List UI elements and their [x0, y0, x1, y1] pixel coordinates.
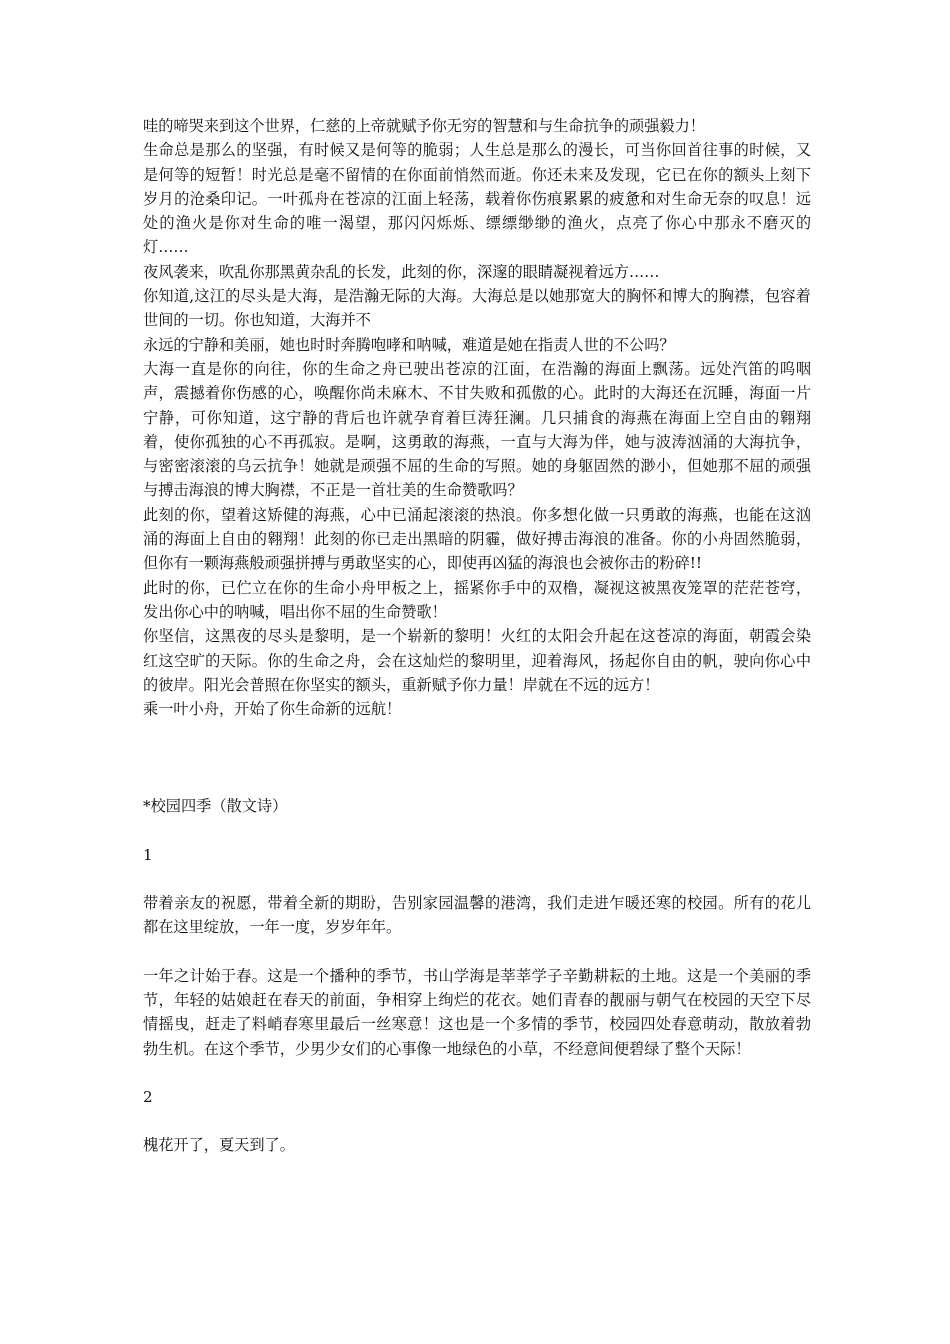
section-number: 1 [143, 845, 153, 864]
section-number: 2 [143, 1087, 153, 1106]
poem-paragraph: 带着亲友的祝愿，带着全新的期盼，告别家园温馨的港湾，我们走进乍暖还寒的校园。所有的花儿都在这里绽放，一年一度，岁岁年年。 [143, 894, 811, 937]
essay-paragraph: 大海一直是你的向往，你的生命之舟已驶出苍凉的江面，在浩瀚的海面上飘荡。远处汽笛的呜咽声，震撼着你伤感的心，唤醒你尚未麻木、不甘失败和孤傲的心。此时的大海还在沉睡，海面一片宁静，可你知道，这宁静的背后也许就孕育着巨涛狂澜。几只捕食的海燕在海面上空自由的翱翔着，使你孤独的心不再孤寂。是啊，这勇敢的海燕，一直与大海为伴，她与波涛汹涌的大海抗争，与密密滚滚的乌云抗争！她就是顽强不屈的生命的写照。她的身躯固然的渺小，但她那不屈的顽强与搏击海浪的博大胸襟，不正是一首壮美的生命赞歌吗？ [143, 359, 811, 500]
spacer [143, 819, 811, 843]
essay-paragraph: 你坚信，这黑夜的尽头是黎明，是一个崭新的黎明！火红的太阳会升起在这苍凉的海面，朝霞会染红这空旷的天际。你的生命之舟，会在这灿烂的黎明里，迎着海风，扬起你自由的帆，驶向你心中的彼岸。阳光会普照在你坚实的额头，重新赋予你力量！岸就在不远的远方！ [143, 627, 811, 694]
poem-paragraph: 槐花开了，夏天到了。 [143, 1136, 295, 1155]
spacer [143, 867, 811, 891]
essay-paragraph: 永远的宁静和美丽，她也时时奔腾咆哮和呐喊，难道是她在指责人世的不公吗？ [143, 335, 675, 354]
essay-paragraph: 此刻的你，望着这矫健的海燕，心中已涌起滚滚的热浪。你多想化做一只勇敢的海燕，也能在这汹涌的海面上自由的翱翔！此刻的你已走出黑暗的阴霾，做好搏击海浪的准备。你的小舟固然脆弱，但你有一颗海燕般顽强拼搏与勇敢坚实的心，即使再凶猛的海浪也会被你击的粉碎!! [143, 505, 811, 573]
essay-paragraph: 此时的你，已伫立在你的生命小舟甲板之上，摇紧你手中的双橹，凝视这被黑夜笼罩的茫茫苍穹，发出你心中的呐喊，唱出你不屈的生命赞歌！ [143, 578, 811, 621]
poem-title: *校园四季（散文诗） [143, 797, 288, 816]
essay-paragraph: 你知道,这江的尽头是大海，是浩瀚无际的大海。大海总是以她那宽大的胸怀和博大的胸襟，包容着世间的一切。你也知道，大海并不 [143, 287, 811, 330]
spacer [143, 940, 811, 964]
spacer [143, 770, 811, 794]
poem-paragraph: 一年之计始于春。这是一个播种的季节，书山学海是莘莘学子辛勤耕耘的土地。这是一个美丽的季节，年轻的姑娘赶在春天的前面，争相穿上绚烂的花衣。她们青春的靓丽与朝气在校园的天空下尽情摇曳，赶走了料峭春寒里最后一丝寒意！这也是一个多情的季节，校园四处春意萌动，散放着勃勃生机。在这个季节，少男少女们的心事像一地绿色的小草，不经意间便碧绿了整个天际！ [143, 966, 811, 1058]
essay-paragraph: 生命总是那么的坚强，有时候又是何等的脆弱；人生总是那么的漫长，可当你回首往事的时候，又是何等的短暂！时光总是毫不留情的在你面前悄然而逝。你还未来及发现，它已在你的额头上刻下岁月的沧桑印记。一叶孤舟在苍凉的江面上轻荡，载着你伤痕累累的疲惫和对生命无奈的叹息！远处的渔火是你对生命的唯一渴望，那闪闪烁烁、缥缥缈缈的渔火，点亮了你心中那永不磨灭的灯…… [143, 141, 811, 257]
essay-body [143, 114, 811, 721]
spacer [143, 721, 811, 770]
essay-paragraph: 乘一叶小舟，开始了你生命新的远航！ [143, 700, 402, 719]
essay-paragraph: 夜风袭来，吹乱你那黑黄杂乱的长发，此刻的你，深邃的眼睛凝视着远方…… [143, 262, 660, 281]
spacer [143, 1109, 811, 1133]
essay-paragraph: 哇的啼哭来到这个世界，仁慈的上帝就赋予你无穷的智慧和与生命抗争的顽强毅力！ [143, 117, 705, 135]
document-page [143, 114, 811, 1157]
spacer [143, 1061, 811, 1085]
